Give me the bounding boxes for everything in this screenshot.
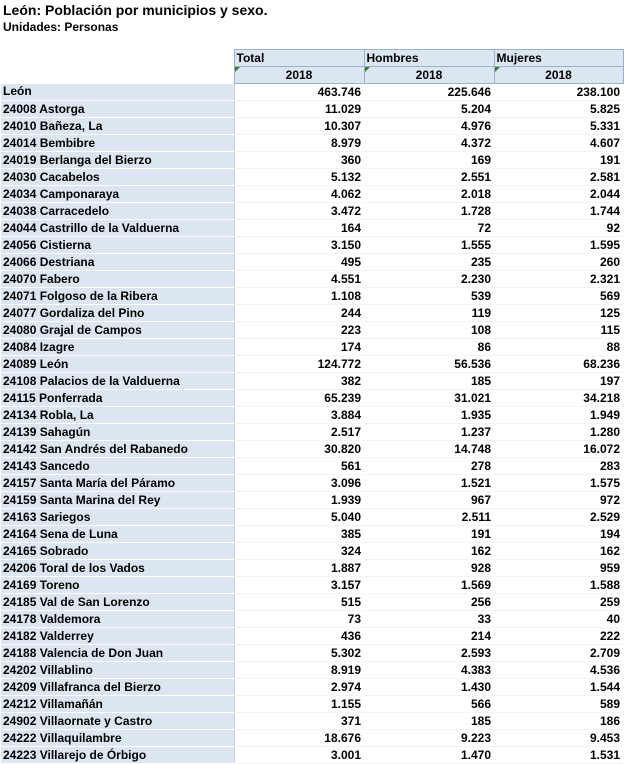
total-cell: 65.239 bbox=[234, 390, 364, 407]
year-header: 2018 bbox=[364, 67, 494, 84]
hombres-cell: 1.430 bbox=[364, 679, 494, 696]
hombres-cell: 169 bbox=[364, 152, 494, 169]
total-cell: 2.974 bbox=[234, 679, 364, 696]
table-row bbox=[1, 509, 623, 526]
mujeres-cell: 68.236 bbox=[494, 356, 623, 373]
table-row bbox=[1, 407, 623, 424]
total-cell: 495 bbox=[234, 254, 364, 271]
mujeres-cell: 2.044 bbox=[494, 186, 623, 203]
mujeres-cell: 9.453 bbox=[494, 730, 623, 747]
total-cell: 1.155 bbox=[234, 696, 364, 713]
mujeres-cell: 1.588 bbox=[494, 577, 623, 594]
municipality-cell: 24163 Sariegos bbox=[1, 509, 234, 526]
hombres-cell: 1.728 bbox=[364, 203, 494, 220]
hombres-cell: 14.748 bbox=[364, 441, 494, 458]
mujeres-cell: 40 bbox=[494, 611, 623, 628]
hombres-cell: 72 bbox=[364, 220, 494, 237]
hombres-cell: 4.976 bbox=[364, 118, 494, 135]
table-row bbox=[1, 696, 623, 713]
total-cell: 463.746 bbox=[234, 84, 364, 101]
municipality-cell: 24209 Villafranca del Bierzo bbox=[1, 679, 234, 696]
mujeres-cell: 2.709 bbox=[494, 645, 623, 662]
mujeres-cell: 162 bbox=[494, 543, 623, 560]
hombres-cell: 928 bbox=[364, 560, 494, 577]
hombres-cell: 9.223 bbox=[364, 730, 494, 747]
table-row bbox=[1, 305, 623, 322]
table-row bbox=[1, 373, 623, 390]
mujeres-cell: 1.280 bbox=[494, 424, 623, 441]
municipality-cell: 24056 Cistierna bbox=[1, 237, 234, 254]
table-row bbox=[1, 271, 623, 288]
mujeres-cell: 1.531 bbox=[494, 747, 623, 764]
comment-marker-icon bbox=[365, 67, 370, 72]
hombres-cell: 2.018 bbox=[364, 186, 494, 203]
table-row bbox=[1, 628, 623, 645]
mujeres-cell: 4.536 bbox=[494, 662, 623, 679]
municipality-cell: 24188 Valencia de Don Juan bbox=[1, 645, 234, 662]
mujeres-cell: 197 bbox=[494, 373, 623, 390]
mujeres-cell: 4.607 bbox=[494, 135, 623, 152]
total-cell: 360 bbox=[234, 152, 364, 169]
hombres-cell: 5.204 bbox=[364, 101, 494, 118]
total-cell: 124.772 bbox=[234, 356, 364, 373]
municipality-cell: 24008 Astorga bbox=[1, 101, 234, 118]
hombres-cell: 1.555 bbox=[364, 237, 494, 254]
mujeres-cell: 2.529 bbox=[494, 509, 623, 526]
municipality-cell: 24222 Villaquilambre bbox=[1, 730, 234, 747]
hombres-cell: 256 bbox=[364, 594, 494, 611]
hombres-cell: 33 bbox=[364, 611, 494, 628]
total-cell: 4.062 bbox=[234, 186, 364, 203]
municipality-cell: 24080 Grajal de Campos bbox=[1, 322, 234, 339]
municipality-cell: 24142 San Andrés del Rabanedo bbox=[1, 441, 234, 458]
table-row bbox=[1, 254, 623, 271]
total-cell: 5.302 bbox=[234, 645, 364, 662]
hombres-cell: 1.521 bbox=[364, 475, 494, 492]
mujeres-cell: 34.218 bbox=[494, 390, 623, 407]
mujeres-cell: 972 bbox=[494, 492, 623, 509]
table-row bbox=[1, 203, 623, 220]
table-row bbox=[1, 662, 623, 679]
hombres-cell: 1.237 bbox=[364, 424, 494, 441]
hombres-cell: 278 bbox=[364, 458, 494, 475]
table-row bbox=[1, 118, 623, 135]
total-cell: 223 bbox=[234, 322, 364, 339]
total-cell: 1.939 bbox=[234, 492, 364, 509]
mujeres-cell: 1.544 bbox=[494, 679, 623, 696]
municipality-cell: 24902 Villaornate y Castro bbox=[1, 713, 234, 730]
table-row bbox=[1, 339, 623, 356]
hombres-cell: 235 bbox=[364, 254, 494, 271]
total-cell: 1.887 bbox=[234, 560, 364, 577]
municipality-cell: 24134 Robla, La bbox=[1, 407, 234, 424]
municipality-cell: 24084 Izagre bbox=[1, 339, 234, 356]
municipality-cell: 24212 Villamañán bbox=[1, 696, 234, 713]
total-cell: 174 bbox=[234, 339, 364, 356]
total-cell: 3.472 bbox=[234, 203, 364, 220]
table-row bbox=[1, 492, 623, 509]
municipality-cell: 24157 Santa María del Páramo bbox=[1, 475, 234, 492]
mujeres-cell: 92 bbox=[494, 220, 623, 237]
hombres-cell: 539 bbox=[364, 288, 494, 305]
total-cell: 8.979 bbox=[234, 135, 364, 152]
table-row bbox=[1, 543, 623, 560]
hombres-cell: 31.021 bbox=[364, 390, 494, 407]
mujeres-cell: 589 bbox=[494, 696, 623, 713]
total-cell: 164 bbox=[234, 220, 364, 237]
comment-marker-icon bbox=[495, 67, 500, 72]
total-cell: 385 bbox=[234, 526, 364, 543]
total-cell: 10.307 bbox=[234, 118, 364, 135]
page-title: León: Población por municipios y sexo. bbox=[3, 2, 268, 18]
municipality-cell: 24070 Fabero bbox=[1, 271, 234, 288]
hombres-cell: 2.593 bbox=[364, 645, 494, 662]
table-row bbox=[1, 577, 623, 594]
municipality-cell: 24066 Destriana bbox=[1, 254, 234, 271]
municipality-cell: 24089 León bbox=[1, 356, 234, 373]
municipality-cell: 24077 Gordaliza del Pino bbox=[1, 305, 234, 322]
table-row bbox=[1, 526, 623, 543]
total-cell: 73 bbox=[234, 611, 364, 628]
table-row bbox=[1, 611, 623, 628]
mujeres-cell: 222 bbox=[494, 628, 623, 645]
hombres-cell: 191 bbox=[364, 526, 494, 543]
municipality-cell: León bbox=[1, 84, 234, 101]
mujeres-cell: 1.575 bbox=[494, 475, 623, 492]
municipality-cell: 24164 Sena de Luna bbox=[1, 526, 234, 543]
table-row bbox=[1, 390, 623, 407]
hombres-cell: 225.646 bbox=[364, 84, 494, 101]
mujeres-cell: 88 bbox=[494, 339, 623, 356]
municipality-cell: 24019 Berlanga del Bierzo bbox=[1, 152, 234, 169]
total-cell: 8.919 bbox=[234, 662, 364, 679]
table-row bbox=[1, 220, 623, 237]
mujeres-cell: 1.744 bbox=[494, 203, 623, 220]
hombres-cell: 119 bbox=[364, 305, 494, 322]
municipality-cell: 24223 Villarejo de Órbigo bbox=[1, 747, 234, 764]
total-cell: 3.150 bbox=[234, 237, 364, 254]
hombres-cell: 2.511 bbox=[364, 509, 494, 526]
hombres-cell: 86 bbox=[364, 339, 494, 356]
total-cell: 561 bbox=[234, 458, 364, 475]
mujeres-cell: 115 bbox=[494, 322, 623, 339]
hombres-cell: 2.230 bbox=[364, 271, 494, 288]
total-cell: 4.551 bbox=[234, 271, 364, 288]
total-cell: 5.132 bbox=[234, 169, 364, 186]
mujeres-cell: 125 bbox=[494, 305, 623, 322]
table-row bbox=[1, 135, 623, 152]
mujeres-cell: 569 bbox=[494, 288, 623, 305]
mujeres-cell: 5.331 bbox=[494, 118, 623, 135]
mujeres-cell: 186 bbox=[494, 713, 623, 730]
municipality-cell: 24169 Toreno bbox=[1, 577, 234, 594]
total-cell: 1.108 bbox=[234, 288, 364, 305]
hombres-cell: 2.551 bbox=[364, 169, 494, 186]
table-row bbox=[1, 594, 623, 611]
hombres-cell: 56.536 bbox=[364, 356, 494, 373]
municipality-cell: 24143 Sancedo bbox=[1, 458, 234, 475]
total-cell: 371 bbox=[234, 713, 364, 730]
total-cell: 3.884 bbox=[234, 407, 364, 424]
municipality-cell: 24044 Castrillo de la Valduerna bbox=[1, 220, 234, 237]
comment-marker-icon bbox=[235, 67, 240, 72]
hombres-cell: 214 bbox=[364, 628, 494, 645]
hombres-cell: 185 bbox=[364, 373, 494, 390]
table-row bbox=[1, 730, 623, 747]
table-row bbox=[1, 237, 623, 254]
municipality-cell: 24115 Ponferrada bbox=[1, 390, 234, 407]
mujeres-cell: 260 bbox=[494, 254, 623, 271]
municipality-cell: 24159 Santa Marina del Rey bbox=[1, 492, 234, 509]
municipality-cell: 24139 Sahagún bbox=[1, 424, 234, 441]
municipality-cell: 24071 Folgoso de la Ribera bbox=[1, 288, 234, 305]
hombres-cell: 162 bbox=[364, 543, 494, 560]
table-row bbox=[1, 152, 623, 169]
municipality-cell: 24014 Bembibre bbox=[1, 135, 234, 152]
hombres-cell: 185 bbox=[364, 713, 494, 730]
table-row bbox=[1, 84, 623, 101]
hombres-cell: 1.470 bbox=[364, 747, 494, 764]
corner-cell bbox=[1, 50, 234, 67]
table-row bbox=[1, 169, 623, 186]
table-body bbox=[1, 84, 623, 764]
municipality-cell: 24206 Toral de los Vados bbox=[1, 560, 234, 577]
hombres-cell: 1.935 bbox=[364, 407, 494, 424]
table-row bbox=[1, 186, 623, 203]
municipality-cell: 24165 Sobrado bbox=[1, 543, 234, 560]
total-cell: 3.157 bbox=[234, 577, 364, 594]
hombres-cell: 566 bbox=[364, 696, 494, 713]
corner-cell bbox=[1, 67, 234, 84]
column-header-hombres: Hombres bbox=[364, 50, 494, 67]
table-row bbox=[1, 679, 623, 696]
year-header: 2018 bbox=[494, 67, 623, 84]
population-table bbox=[1, 49, 624, 764]
table-row bbox=[1, 288, 623, 305]
table-row bbox=[1, 322, 623, 339]
mujeres-cell: 1.949 bbox=[494, 407, 623, 424]
table-row bbox=[1, 645, 623, 662]
municipality-cell: 24202 Villablino bbox=[1, 662, 234, 679]
mujeres-cell: 194 bbox=[494, 526, 623, 543]
table-row bbox=[1, 475, 623, 492]
total-cell: 244 bbox=[234, 305, 364, 322]
mujeres-cell: 16.072 bbox=[494, 441, 623, 458]
municipality-cell: 24178 Valdemora bbox=[1, 611, 234, 628]
table-row bbox=[1, 747, 623, 764]
table-row bbox=[1, 458, 623, 475]
total-cell: 3.096 bbox=[234, 475, 364, 492]
table-row bbox=[1, 424, 623, 441]
mujeres-cell: 959 bbox=[494, 560, 623, 577]
hombres-cell: 108 bbox=[364, 322, 494, 339]
hombres-cell: 967 bbox=[364, 492, 494, 509]
total-cell: 18.676 bbox=[234, 730, 364, 747]
mujeres-cell: 191 bbox=[494, 152, 623, 169]
municipality-cell: 24108 Palacios de la Valduerna bbox=[1, 373, 234, 390]
year-header: 2018 bbox=[234, 67, 364, 84]
total-cell: 324 bbox=[234, 543, 364, 560]
municipality-cell: 24030 Cacabelos bbox=[1, 169, 234, 186]
units-label: Unidades: Personas bbox=[3, 20, 119, 34]
total-cell: 436 bbox=[234, 628, 364, 645]
mujeres-cell: 2.581 bbox=[494, 169, 623, 186]
mujeres-cell: 283 bbox=[494, 458, 623, 475]
column-header-mujeres: Mujeres bbox=[494, 50, 623, 67]
municipality-cell: 24010 Bañeza, La bbox=[1, 118, 234, 135]
total-cell: 30.820 bbox=[234, 441, 364, 458]
mujeres-cell: 238.100 bbox=[494, 84, 623, 101]
municipality-cell: 24185 Val de San Lorenzo bbox=[1, 594, 234, 611]
column-header-total: Total bbox=[234, 50, 364, 67]
total-cell: 515 bbox=[234, 594, 364, 611]
hombres-cell: 4.372 bbox=[364, 135, 494, 152]
total-cell: 3.001 bbox=[234, 747, 364, 764]
table-row bbox=[1, 560, 623, 577]
mujeres-cell: 259 bbox=[494, 594, 623, 611]
hombres-cell: 1.569 bbox=[364, 577, 494, 594]
hombres-cell: 4.383 bbox=[364, 662, 494, 679]
table-row bbox=[1, 356, 623, 373]
municipality-cell: 24034 Camponaraya bbox=[1, 186, 234, 203]
table-row bbox=[1, 101, 623, 118]
total-cell: 11.029 bbox=[234, 101, 364, 118]
municipality-cell: 24182 Valderrey bbox=[1, 628, 234, 645]
total-cell: 2.517 bbox=[234, 424, 364, 441]
total-cell: 5.040 bbox=[234, 509, 364, 526]
municipality-cell: 24038 Carracedelo bbox=[1, 203, 234, 220]
mujeres-cell: 1.595 bbox=[494, 237, 623, 254]
table-row bbox=[1, 441, 623, 458]
total-cell: 382 bbox=[234, 373, 364, 390]
mujeres-cell: 5.825 bbox=[494, 101, 623, 118]
mujeres-cell: 2.321 bbox=[494, 271, 623, 288]
